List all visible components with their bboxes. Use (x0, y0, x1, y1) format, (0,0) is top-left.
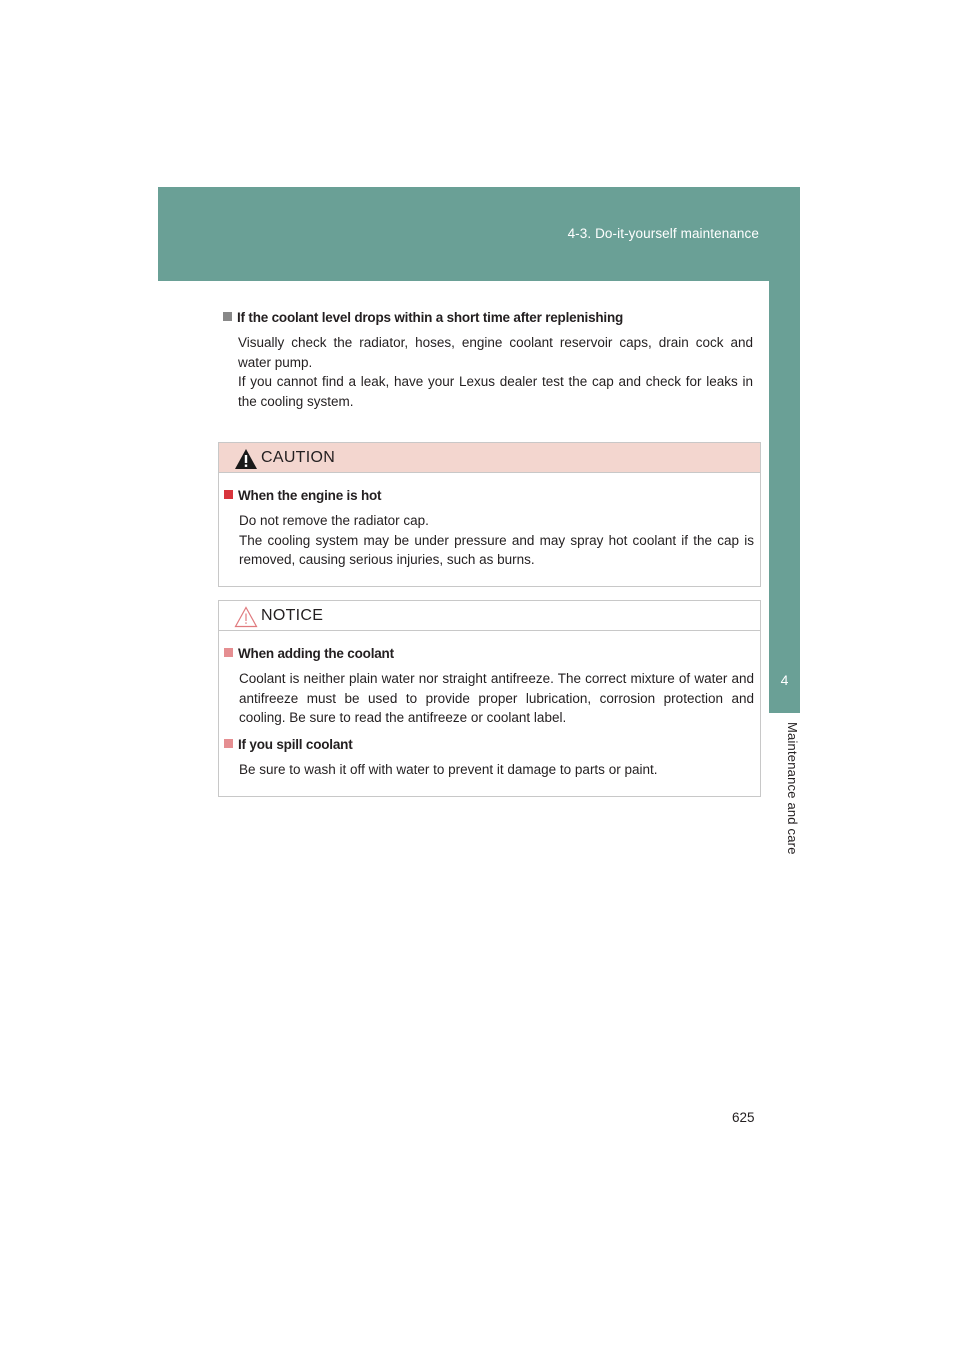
caution-label: CAUTION (261, 449, 336, 466)
chapter-tab-number (769, 281, 800, 713)
intro-body (238, 333, 753, 411)
intro-section (223, 309, 753, 411)
notice-item-title: When adding the coolant (224, 645, 754, 663)
notice-item-body (239, 669, 754, 728)
intro-line: If you cannot find a leak, have your Lexus dealer test the cap and check for leaks in the cooling system. (238, 374, 753, 409)
notice-line: Be sure to wash it off with water to prevent it damage to parts or paint. (239, 762, 658, 777)
notice-line: Coolant is neither plain water nor straight antifreeze. The correct mixture of water and antifreeze must be used to provide proper lubrication, corrosion protection and cooling. Be sure to read the antifreeze or coolant label. (239, 671, 754, 725)
caution-header (219, 443, 760, 473)
caution-box (218, 442, 761, 587)
warning-triangle-icon (234, 448, 258, 470)
notice-label: NOTICE (261, 607, 324, 624)
warning-triangle-outline-icon (234, 606, 258, 628)
square-bullet-icon (224, 648, 233, 657)
section-title: 4-3. Do-it-yourself maintenance (567, 226, 759, 241)
caution-line: The cooling system may be under pressure and may spray hot coolant if the cap is removed, causing serious injuries, such as burns. (239, 532, 754, 567)
square-bullet-icon (223, 312, 232, 321)
caution-item (224, 487, 754, 570)
caution-item-title: When the engine is hot (224, 487, 754, 505)
chapter-label: Maintenance and care (785, 722, 800, 855)
square-bullet-icon (224, 739, 233, 748)
header-band (158, 187, 800, 281)
intro-line: Visually check the radiator, hoses, engine coolant reservoir caps, drain cock and water pump. (238, 335, 753, 370)
notice-header (219, 601, 760, 631)
caution-item-body (239, 511, 754, 570)
caution-line: Do not remove the radiator cap. (239, 513, 429, 528)
intro-title: If the coolant level drops within a short time after replenishing (223, 309, 753, 327)
square-bullet-icon (224, 490, 233, 499)
notice-item (224, 736, 754, 780)
notice-item-title: If you spill coolant (224, 736, 754, 754)
notice-item-body (239, 760, 754, 780)
page-number: 625 (732, 1110, 755, 1125)
chapter-number: 4 (780, 672, 789, 688)
notice-box (218, 600, 761, 797)
notice-item (224, 645, 754, 728)
